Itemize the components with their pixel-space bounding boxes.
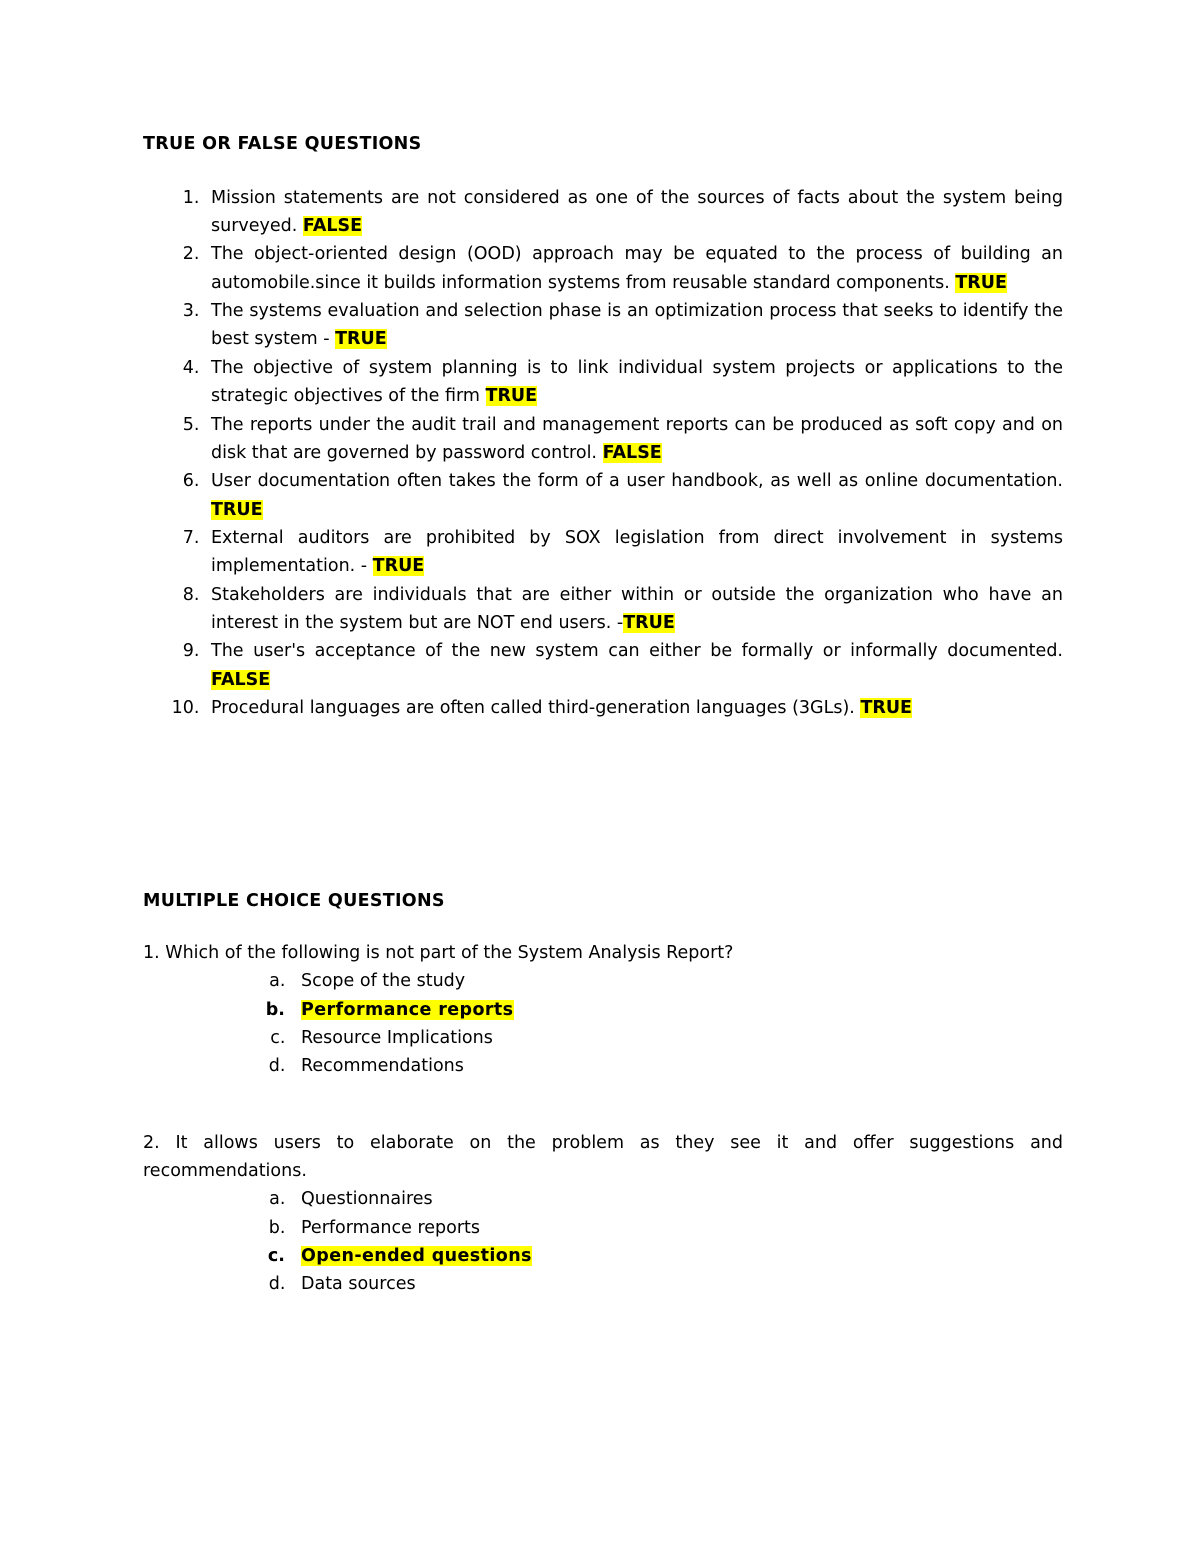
question-text: External auditors are prohibited by SOX legislation from direct involvement in systems implementation. -	[211, 527, 1063, 577]
question-text: 2. It allows users to elaborate on the problem as they see it and offer suggestions and recommendations.	[143, 1132, 1063, 1182]
question-block-1	[143, 939, 1063, 1081]
answer-highlight: TRUE	[211, 499, 263, 520]
choices-list-1	[143, 967, 1063, 1080]
choice-label: Performance reports	[301, 1217, 481, 1238]
section-gap	[143, 722, 1063, 890]
list-item	[205, 354, 1063, 411]
answer-highlight: TRUE	[335, 329, 387, 350]
list-item	[205, 467, 1063, 524]
question-text: The systems evaluation and selection phase is an optimization process that seeks to identify the best system -	[211, 301, 1063, 350]
choice-label: Scope of the study	[301, 971, 466, 992]
list-item	[205, 184, 1063, 241]
multiple-choice-heading: MULTIPLE CHOICE QUESTIONS	[143, 891, 445, 912]
list-item	[205, 297, 1063, 354]
question-block-2	[143, 1129, 1063, 1299]
question-text: The user's acceptance of the new system can either be formally or informally documented.	[211, 641, 1063, 662]
choice-label: Open-ended questions	[301, 1246, 532, 1267]
answer-highlight: TRUE	[955, 272, 1007, 293]
choice-option[interactable]	[291, 1185, 1063, 1213]
answer-highlight: TRUE	[372, 556, 425, 577]
page-title: TRUE OR FALSE QUESTIONS	[143, 134, 422, 154]
answer-highlight: FALSE	[211, 669, 271, 690]
choice-label: Recommendations	[301, 1056, 464, 1077]
question-text: Mission statements are not considered as one of the sources of facts about the system being surveyed.	[211, 187, 1063, 237]
question-text: The reports under the audit trail and management reports can be produced as soft copy and on disk that are governed by password control.	[211, 414, 1063, 463]
choice-label: Questionnaires	[301, 1189, 433, 1210]
question-text: The object-oriented design (OOD) approach may be equated to the process of building an automobile.since it builds information systems from reusable standard components.	[211, 244, 1063, 293]
true-false-list	[143, 184, 1063, 723]
answer-highlight: FALSE	[302, 216, 363, 237]
choice-label: Data sources	[301, 1274, 416, 1295]
question-gap	[143, 1081, 1063, 1103]
choice-option-correct[interactable]	[291, 1242, 1063, 1270]
question-text: The objective of system planning is to link individual system projects or applications to the strategic objectives of the firm	[211, 357, 1063, 407]
answer-highlight: TRUE	[623, 612, 675, 633]
choice-option[interactable]	[291, 1052, 1063, 1080]
choices-list-2	[143, 1185, 1063, 1298]
choice-label: Resource Implications	[301, 1028, 493, 1049]
list-item	[205, 524, 1063, 581]
answer-highlight: TRUE	[485, 386, 538, 407]
question-text: User documentation often takes the form of a user handbook, as well as online documentation.	[211, 471, 1063, 492]
list-item	[205, 694, 1063, 722]
choice-option[interactable]	[291, 1214, 1063, 1242]
choice-option-correct[interactable]	[291, 996, 1063, 1024]
list-item	[205, 637, 1063, 694]
list-item	[205, 240, 1063, 297]
choice-option[interactable]	[291, 967, 1063, 995]
list-item	[205, 581, 1063, 638]
question-text: Stakeholders are individuals that are either within or outside the organization who have an interest in the system but are NOT end users. -	[211, 584, 1063, 633]
choice-option[interactable]	[291, 1024, 1063, 1052]
answer-highlight: TRUE	[860, 697, 913, 718]
choice-option[interactable]	[291, 1270, 1063, 1298]
list-item	[205, 411, 1063, 468]
answer-highlight: FALSE	[602, 442, 662, 463]
question-text: 1. Which of the following is not part of the System Analysis Report?	[143, 943, 734, 964]
document-content	[143, 133, 1063, 1299]
question-text: Procedural languages are often called third-generation languages (3GLs).	[211, 697, 861, 718]
choice-label: Performance reports	[301, 999, 514, 1020]
